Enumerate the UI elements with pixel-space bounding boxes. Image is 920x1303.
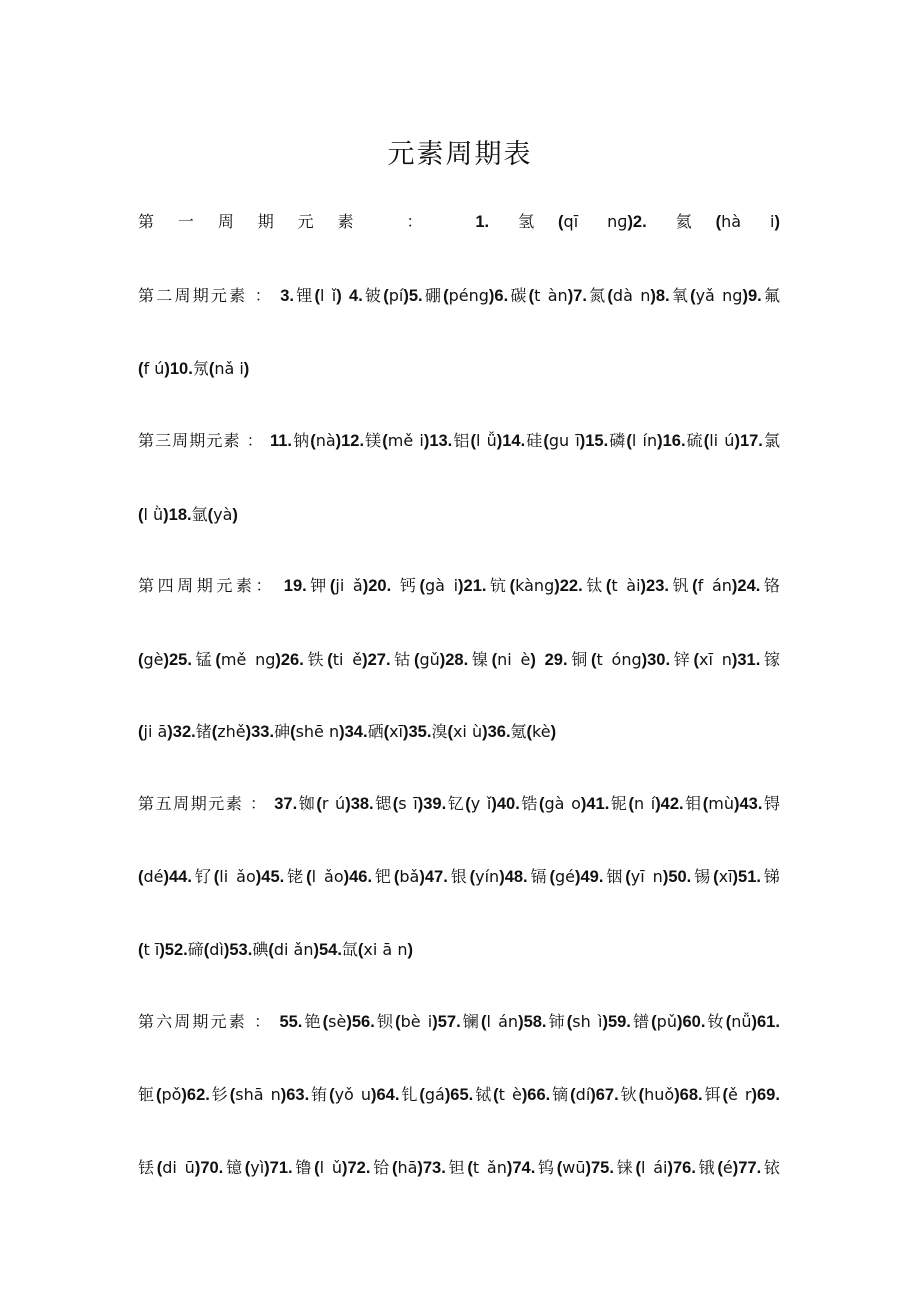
element-number: ( <box>138 506 144 524</box>
element-number: ( <box>208 360 215 378</box>
element-number: )30. <box>641 651 671 669</box>
element-number: ) <box>774 213 780 231</box>
element-number: )15. <box>579 432 609 450</box>
period-5-line-cont: (t ī)52.碲(dì)53.碘(di ǎn)54.氙(xi ā n) <box>138 940 413 959</box>
element-number: ( <box>465 795 471 813</box>
element-number: ( <box>316 795 322 813</box>
period-4-line-cont: (gè)25.锰(mě ng)26.铁(ti ě)27.钴(gǔ)28.镍(ni è) 29.铜(t óng)30.锌(xī n)31.镓 <box>138 650 780 669</box>
element-number: ( <box>538 795 545 813</box>
element-number: 4. <box>349 287 363 305</box>
element-number: ( <box>558 213 564 231</box>
element-number: )69. <box>751 1086 780 1104</box>
element-number: ( <box>314 287 320 305</box>
element-number: )74. <box>506 1159 536 1177</box>
element-number: ( <box>244 1159 251 1177</box>
element-number: ( <box>443 287 449 305</box>
element-number: )5. <box>403 287 423 305</box>
element-number: )40. <box>491 795 520 813</box>
element-number: ( <box>383 287 389 305</box>
element-number: ( <box>470 432 476 450</box>
element-number: )63. <box>280 1086 310 1104</box>
element-number: ( <box>419 577 425 595</box>
element-number: )2. <box>627 213 647 231</box>
element-number: ( <box>211 723 218 741</box>
element-number: ( <box>715 213 722 231</box>
element-number: ( <box>528 287 535 305</box>
element-number: )60. <box>676 1013 706 1031</box>
element-number: )34. <box>339 723 368 741</box>
element-number: )23. <box>640 577 669 595</box>
element-number: )22. <box>554 577 583 595</box>
element-number: ( <box>702 795 709 813</box>
element-number: 1. <box>475 213 490 231</box>
element-number: ( <box>493 1086 499 1104</box>
element-number: )36. <box>482 723 511 741</box>
element-number: ( <box>391 1159 398 1177</box>
element-number: ( <box>155 1086 162 1104</box>
element-number: )42. <box>655 795 684 813</box>
element-number: )24. <box>731 577 761 595</box>
element-number: ( <box>480 1013 487 1031</box>
element-number: ( <box>690 287 696 305</box>
element-number: ( <box>419 1086 425 1104</box>
element-number: )61. <box>751 1013 780 1031</box>
element-number: )77. <box>732 1159 762 1177</box>
element-number: 55. <box>279 1013 303 1031</box>
element-number: )51. <box>732 868 761 886</box>
element-number: )6. <box>488 287 509 305</box>
element-number: )17. <box>734 432 763 450</box>
element-number: )53. <box>223 941 253 959</box>
element-number: ( <box>692 577 698 595</box>
element-number: ( <box>651 1013 657 1031</box>
element-number: )72. <box>342 1159 371 1177</box>
element-number: )20. <box>362 577 392 595</box>
element-number: )58. <box>518 1013 547 1031</box>
element-number: ( <box>306 868 312 886</box>
element-number: ( <box>138 651 144 669</box>
element-number: ( <box>725 1013 732 1031</box>
element-number: )46. <box>343 868 373 886</box>
element-number: 3. <box>280 287 295 305</box>
element-number: )54. <box>313 941 342 959</box>
element-number: ) <box>550 723 557 741</box>
element-number: ( <box>329 1086 335 1104</box>
element-number: )68. <box>674 1086 703 1104</box>
element-number: ( <box>635 1159 641 1177</box>
element-number: ( <box>213 868 220 886</box>
element-number: ( <box>543 432 549 450</box>
element-number: )75. <box>585 1159 614 1177</box>
element-number: ( <box>138 941 144 959</box>
element-number: )39. <box>417 795 447 813</box>
element-number: ( <box>713 868 719 886</box>
element-number: )67. <box>590 1086 619 1104</box>
element-number: )18. <box>163 506 192 524</box>
element-number: ( <box>570 1086 576 1104</box>
element-number: )38. <box>345 795 374 813</box>
period-6-line: 第六周期元素 ： 55.铯(sè)56.钡(bè i)57.镧(l án)58.铈(sh ì)59.镨(pǔ)60.钕(nǚ)61. <box>138 1012 780 1031</box>
element-number: ( <box>138 723 144 741</box>
element-number: ( <box>203 941 210 959</box>
element-number: ( <box>290 723 296 741</box>
element-number: ( <box>703 432 710 450</box>
element-number: ( <box>447 723 453 741</box>
element-number: )14. <box>496 432 526 450</box>
element-number: ( <box>590 651 597 669</box>
page-title: 元素周期表 <box>387 139 533 170</box>
element-number: ( <box>467 1159 473 1177</box>
element-number: ) <box>243 360 250 378</box>
element-number: ( <box>156 1159 163 1177</box>
period-6-line-cont: 钷(pǒ)62.钐(shā n)63.铕(yǒ u)64.钆(gá)65.铽(t è)66.镝(dí)67.钬(huǒ)68.铒(ě r)69. <box>138 1085 780 1104</box>
element-number: ) <box>407 941 413 959</box>
period-5-line-cont: (dé)44.钌(li ǎo)45.铑(l ǎo)46.钯(bǎ)47.银(yín)48.镉(gé)49.铟(yī n)50.锡(xī)51.锑 <box>138 867 780 886</box>
element-number: ( <box>268 941 274 959</box>
element-number: ( <box>625 868 631 886</box>
element-number: ( <box>549 868 555 886</box>
element-number: 29. <box>544 651 568 669</box>
element-number: ( <box>229 1086 236 1104</box>
element-number: ( <box>383 723 390 741</box>
element-number: )27. <box>362 651 391 669</box>
element-number: ( <box>357 941 364 959</box>
period-4-line: 第四周期元素： 19.钾(ji ǎ)20. 钙(gà i)21.钪(kàng)22.钛(t ài)23.钒(f án)24.铬 <box>138 576 780 595</box>
element-number: ( <box>509 577 516 595</box>
period-2-line-cont: (f ú)10.氖(nǎ i) <box>138 359 250 378</box>
element-number: ( <box>556 1159 563 1177</box>
element-number: )31. <box>731 651 761 669</box>
element-number: )76. <box>667 1159 696 1177</box>
element-number: ( <box>322 1013 329 1031</box>
element-number: ( <box>215 651 221 669</box>
element-number: )50. <box>662 868 692 886</box>
element-number: ( <box>393 868 400 886</box>
element-number: )47. <box>419 868 448 886</box>
element-number: )70. <box>194 1159 224 1177</box>
element-number: ( <box>607 287 613 305</box>
element-number: )73. <box>417 1159 446 1177</box>
period-1-line: 第一周期元素 ： 1. 氢(qī nɡ)2. 氦(hà i) <box>138 212 780 231</box>
period-3-line-cont: (l ǜ)18.氩(yà) <box>138 505 238 524</box>
period-6-line-cont: 铥(di ū)70.镱(yì)71.镥(l ǔ)72.铪(hā)73.钽(t ǎn)74.钨(wū)75.铼(l ái)76.锇(é)77.铱 <box>138 1158 780 1177</box>
element-number: )12. <box>335 432 365 450</box>
element-number: )65. <box>444 1086 474 1104</box>
period-2-line: 第二周期元素 ： 3.锂(l ǐ) 4.铍(pí)5.硼(péng)6.碳(t àn)7.氮(dà n)8.氧(yǎ ng)9.氟 <box>138 286 780 305</box>
element-number: ( <box>329 577 336 595</box>
element-number: )32. <box>167 723 196 741</box>
element-number: )66. <box>521 1086 551 1104</box>
element-number: )13. <box>423 432 453 450</box>
element-number: 37. <box>274 795 298 813</box>
element-number: ) <box>336 287 342 305</box>
element-number: )9. <box>742 287 762 305</box>
element-number: )25. <box>163 651 192 669</box>
element-number: )45. <box>255 868 285 886</box>
element-number: ( <box>138 868 144 886</box>
element-number: ) <box>232 506 238 524</box>
period-3-line: 第三周期元素 ： 11.钠(nà)12.镁(mě i)13.铝(l ǚ)14.硅(gu ī)15.磷(l ín)16.硫(li ú)17.氯 <box>138 431 780 450</box>
element-number: )59. <box>602 1013 631 1031</box>
element-number: )35. <box>403 723 432 741</box>
element-number: ( <box>413 651 420 669</box>
element-number: )41. <box>580 795 610 813</box>
element-number: )44. <box>163 868 192 886</box>
element-number: ( <box>626 432 632 450</box>
period-4-line-cont: (ji ā)32.锗(zhě)33.砷(shē n)34.硒(xī)35.溴(xi ù)36.氪(kè) <box>138 722 557 741</box>
element-number: )10. <box>164 360 193 378</box>
element-number: ( <box>207 506 214 524</box>
element-number: )33. <box>245 723 275 741</box>
element-number: ( <box>566 1013 573 1031</box>
element-number: )7. <box>567 287 587 305</box>
element-number: ( <box>526 723 533 741</box>
element-number: ( <box>138 360 144 378</box>
element-number: )8. <box>650 287 670 305</box>
element-number: ( <box>469 868 476 886</box>
element-number: ( <box>392 795 399 813</box>
element-number: )56. <box>346 1013 375 1031</box>
element-number: )26. <box>275 651 304 669</box>
element-number: )21. <box>458 577 487 595</box>
element-number: )62. <box>181 1086 210 1104</box>
element-number: )48. <box>499 868 528 886</box>
element-number: 11. <box>269 432 292 450</box>
element-number: 19. <box>283 577 307 595</box>
element-number: ( <box>628 795 634 813</box>
element-number: )64. <box>371 1086 400 1104</box>
element-number: )71. <box>264 1159 293 1177</box>
element-number: ( <box>717 1159 723 1177</box>
element-number: ( <box>327 651 333 669</box>
element-number: ( <box>638 1086 645 1104</box>
element-number: ( <box>722 1086 729 1104</box>
element-number: )43. <box>734 795 763 813</box>
element-number: ( <box>491 651 498 669</box>
element-number: ( <box>382 432 388 450</box>
element-number: ( <box>395 1013 401 1031</box>
period-5-line: 第五周期元素 ： 37.铷(r ú)38.锶(s ī)39.钇(y ǐ)40.锆(gà o)41.铌(n í)42.钼(mù)43.锝 <box>138 794 781 813</box>
element-number: ( <box>310 432 316 450</box>
element-number: ( <box>693 651 699 669</box>
element-number: )52. <box>159 941 188 959</box>
element-number: )16. <box>657 432 686 450</box>
element-number: ) <box>530 651 536 669</box>
element-number: )28. <box>439 651 469 669</box>
element-number: )57. <box>432 1013 461 1031</box>
element-number: ( <box>314 1159 320 1177</box>
element-number: )49. <box>574 868 604 886</box>
element-number: ( <box>605 577 612 595</box>
